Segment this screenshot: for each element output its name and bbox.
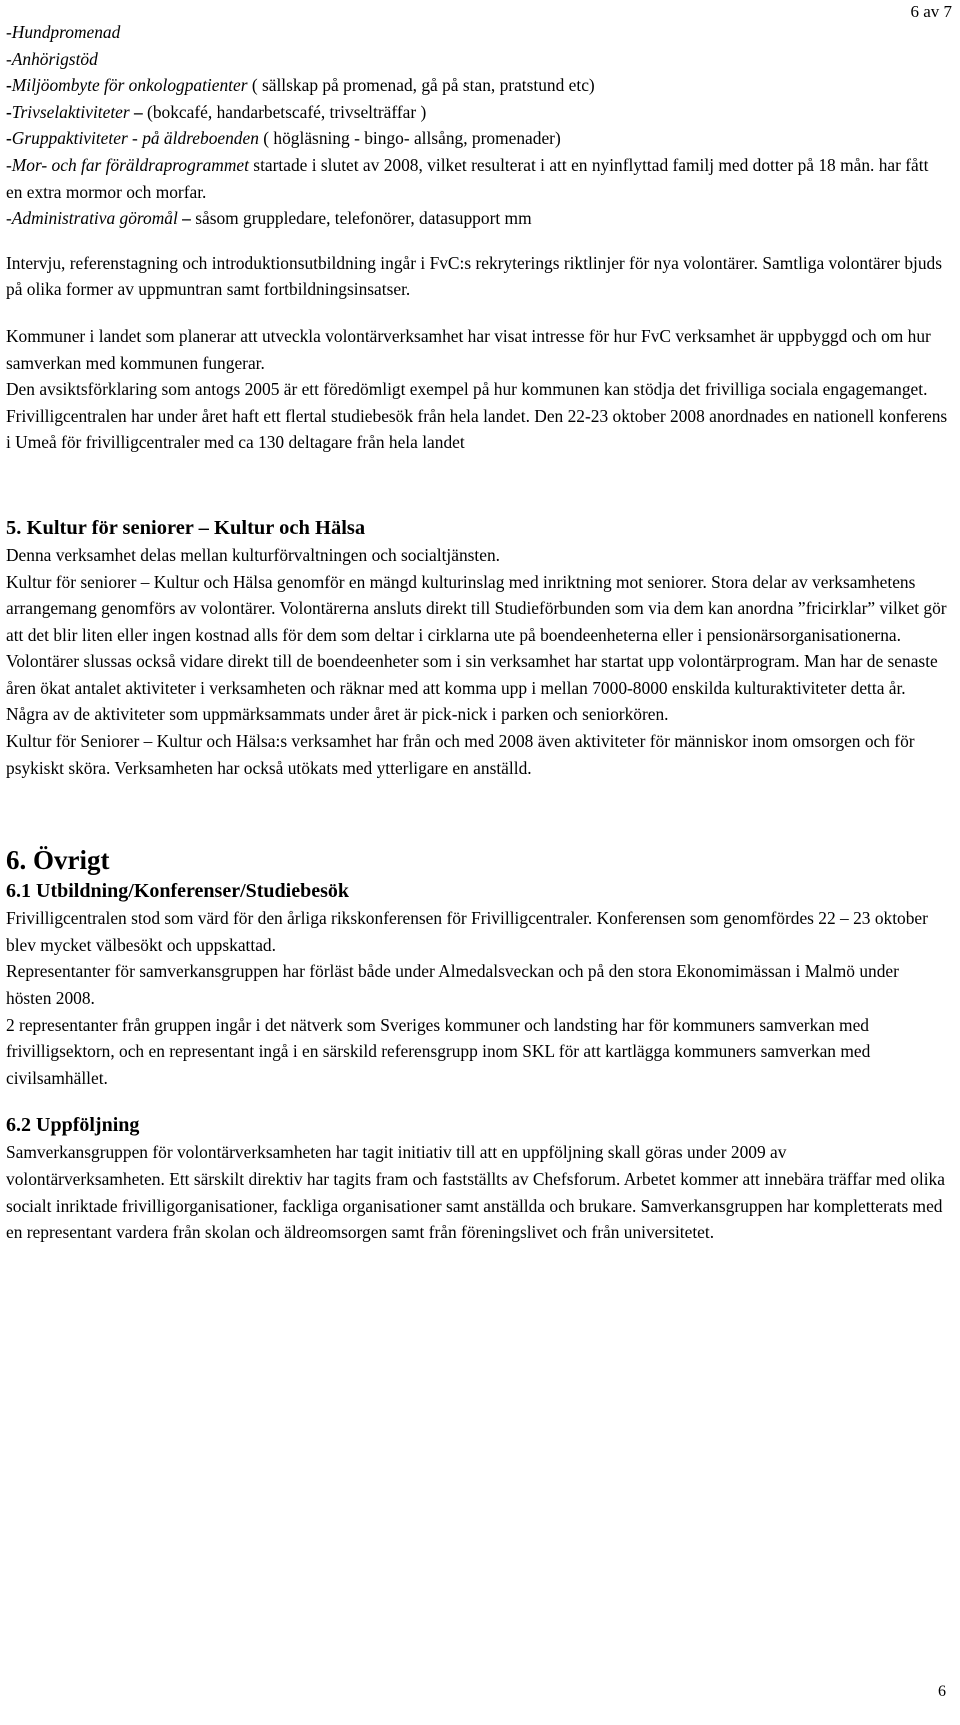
section-6-1-paragraph-2: Representanter för samverkansgruppen har förläst både under Almedalsveckan och på den stora Ekonomimässan i Malmö under hösten 2008. xyxy=(6,961,899,1009)
paragraph-kommuner: Kommuner i landet som planerar att utveckla volontärverksamhet har visat intresse för hur FvC verksamhet är uppbyggd och om hur samverkan med kommunen fungerar. xyxy=(6,325,931,373)
section-5-paragraph-5: Kultur för Seniorer – Kultur och Hälsa:s verksamhet har från och med 2008 även aktiviteter för människor inom omsorgen och för psykiskt sköra. Verksamheten har också utökats med ytterligare en anställd. xyxy=(6,731,915,778)
section-6-heading: 6. Övrigt xyxy=(6,845,110,876)
document-body xyxy=(6,19,948,1246)
page-indicator: 6 av 7 xyxy=(910,2,952,21)
list-item-gruppaktiviteter: -Gruppaktiviteter - på äldreboenden ( högläsning - bingo- allsång, promenader) xyxy=(6,128,561,149)
list-item-administrativa: -Administrativa göromål – såsom gruppledare, telefonörer, datasupport mm xyxy=(6,208,532,229)
section-5-paragraph-2: Kultur för seniorer – Kultur och Hälsa genomför en mängd kulturinslag med inriktning mot seniorer. Stora delar av verksamhetens arrangemang genomförs av volontärer. Volontärerna ansluts direkt till Studieförbunden som via dem kan anordna ”fricirklar” vilket gör att det blir liten eller ingen kostnad alls för dem som deltar i cirklarna ute på boendeenheterna eller i pensionärsorganisationerna. xyxy=(6,571,947,645)
section-6-1-paragraph-1: Frivilligcentralen stod som värd för den årliga rikskonferensen för Frivilligcentraler. Konferensen som genomfördes 22 – 23 oktober blev mycket välbesökt och uppskattad. xyxy=(6,908,928,955)
section-6-1-paragraph-3: 2 representanter från gruppen ingår i det nätverk som Sveriges kommuner och landsting har för kommuners samverkan med frivilligsektorn, och en representant ingå i en särskild referensgrupp inom SKL för att kartlägga kommuners samverkan med civilsamhället. xyxy=(6,1014,871,1088)
section-5-paragraph-3: Volontärer slussas också vidare direkt till de boendeenheter som i sin verksamhet har startat upp volontärprogram. Man har de senaste åren ökat antalet aktiviteter i verksamheten och räknar med att komma upp i mellan 7000-8000 enskilda kulturaktiviteter detta år. xyxy=(6,651,938,698)
paragraph-avsiktsforklaring: Den avsiktsförklaring som antogs 2005 är ett föredömligt exempel på hur kommunen kan stödja det frivilliga sociala engagemanget. Frivilligcentralen har under året haft ett flertal studiebesök från hela landet. Den 22-23 oktober 2008 anordnades en nationell konferens i Umeå för frivilligcentraler med ca 130 deltagare från hela landet xyxy=(6,379,948,453)
section-6-2-paragraph-1: Samverkansgruppen för volontärverksamheten har tagit initiativ till att en uppföljning skall göras under 2009 av volontärverksamheten. Ett särskilt direktiv har tagits fram och fastställts av Chefsforum. Arbetet kommer att innebära träffar med olika socialt inriktade frivilligorganisationer, fackliga organisationer samt anställda och brukare. Samverkansgruppen har kompletterats med en representant vardera från skolan och äldreomsorgen samt från föreningslivet och från universitetet. xyxy=(6,1142,945,1243)
list-item-hundpromenad: -Hundpromenad xyxy=(6,22,121,42)
list-item-miljoombyte: -Miljöombyte för onkologpatienter ( sällskap på promenad, gå på stan, pratstund etc) xyxy=(6,75,595,96)
list-item-anhorigstod: -Anhörigstöd xyxy=(6,48,98,69)
section-6-1-heading: 6.1 Utbildning/Konferenser/Studiebesök xyxy=(6,880,350,903)
list-item-mor-och-far: -Mor- och far föräldraprogrammet startade i slutet av 2008, vilket resulterat i att en nyinflyttad familj med dotter på 18 mån. har fått en extra mormor och morfar. xyxy=(6,154,929,202)
section-5-paragraph-4: Några av de aktiviteter som uppmärksammats under året är pick-nick i parken och seniorkören. xyxy=(6,704,669,725)
section-5-paragraph-1: Denna verksamhet delas mellan kulturförvaltningen och socialtjänsten. xyxy=(6,544,501,565)
section-6-2-heading: 6.2 Uppföljning xyxy=(6,1114,140,1137)
page-number: 6 xyxy=(938,1683,946,1700)
section-5-heading: 5. Kultur för seniorer – Kultur och Hälsa xyxy=(6,516,366,539)
list-item-trivselaktiviteter: -Trivselaktiviteter – (bokcafé, handarbetscafé, trivselträffar ) xyxy=(6,101,427,122)
paragraph-intervju: Intervju, referenstagning och introduktionsutbildning ingår i FvC:s rekryterings riktlinjer för nya volontärer. Samtliga volontärer bjuds på olika former av uppmuntran samt fortbildningsinsatser. xyxy=(6,252,943,300)
